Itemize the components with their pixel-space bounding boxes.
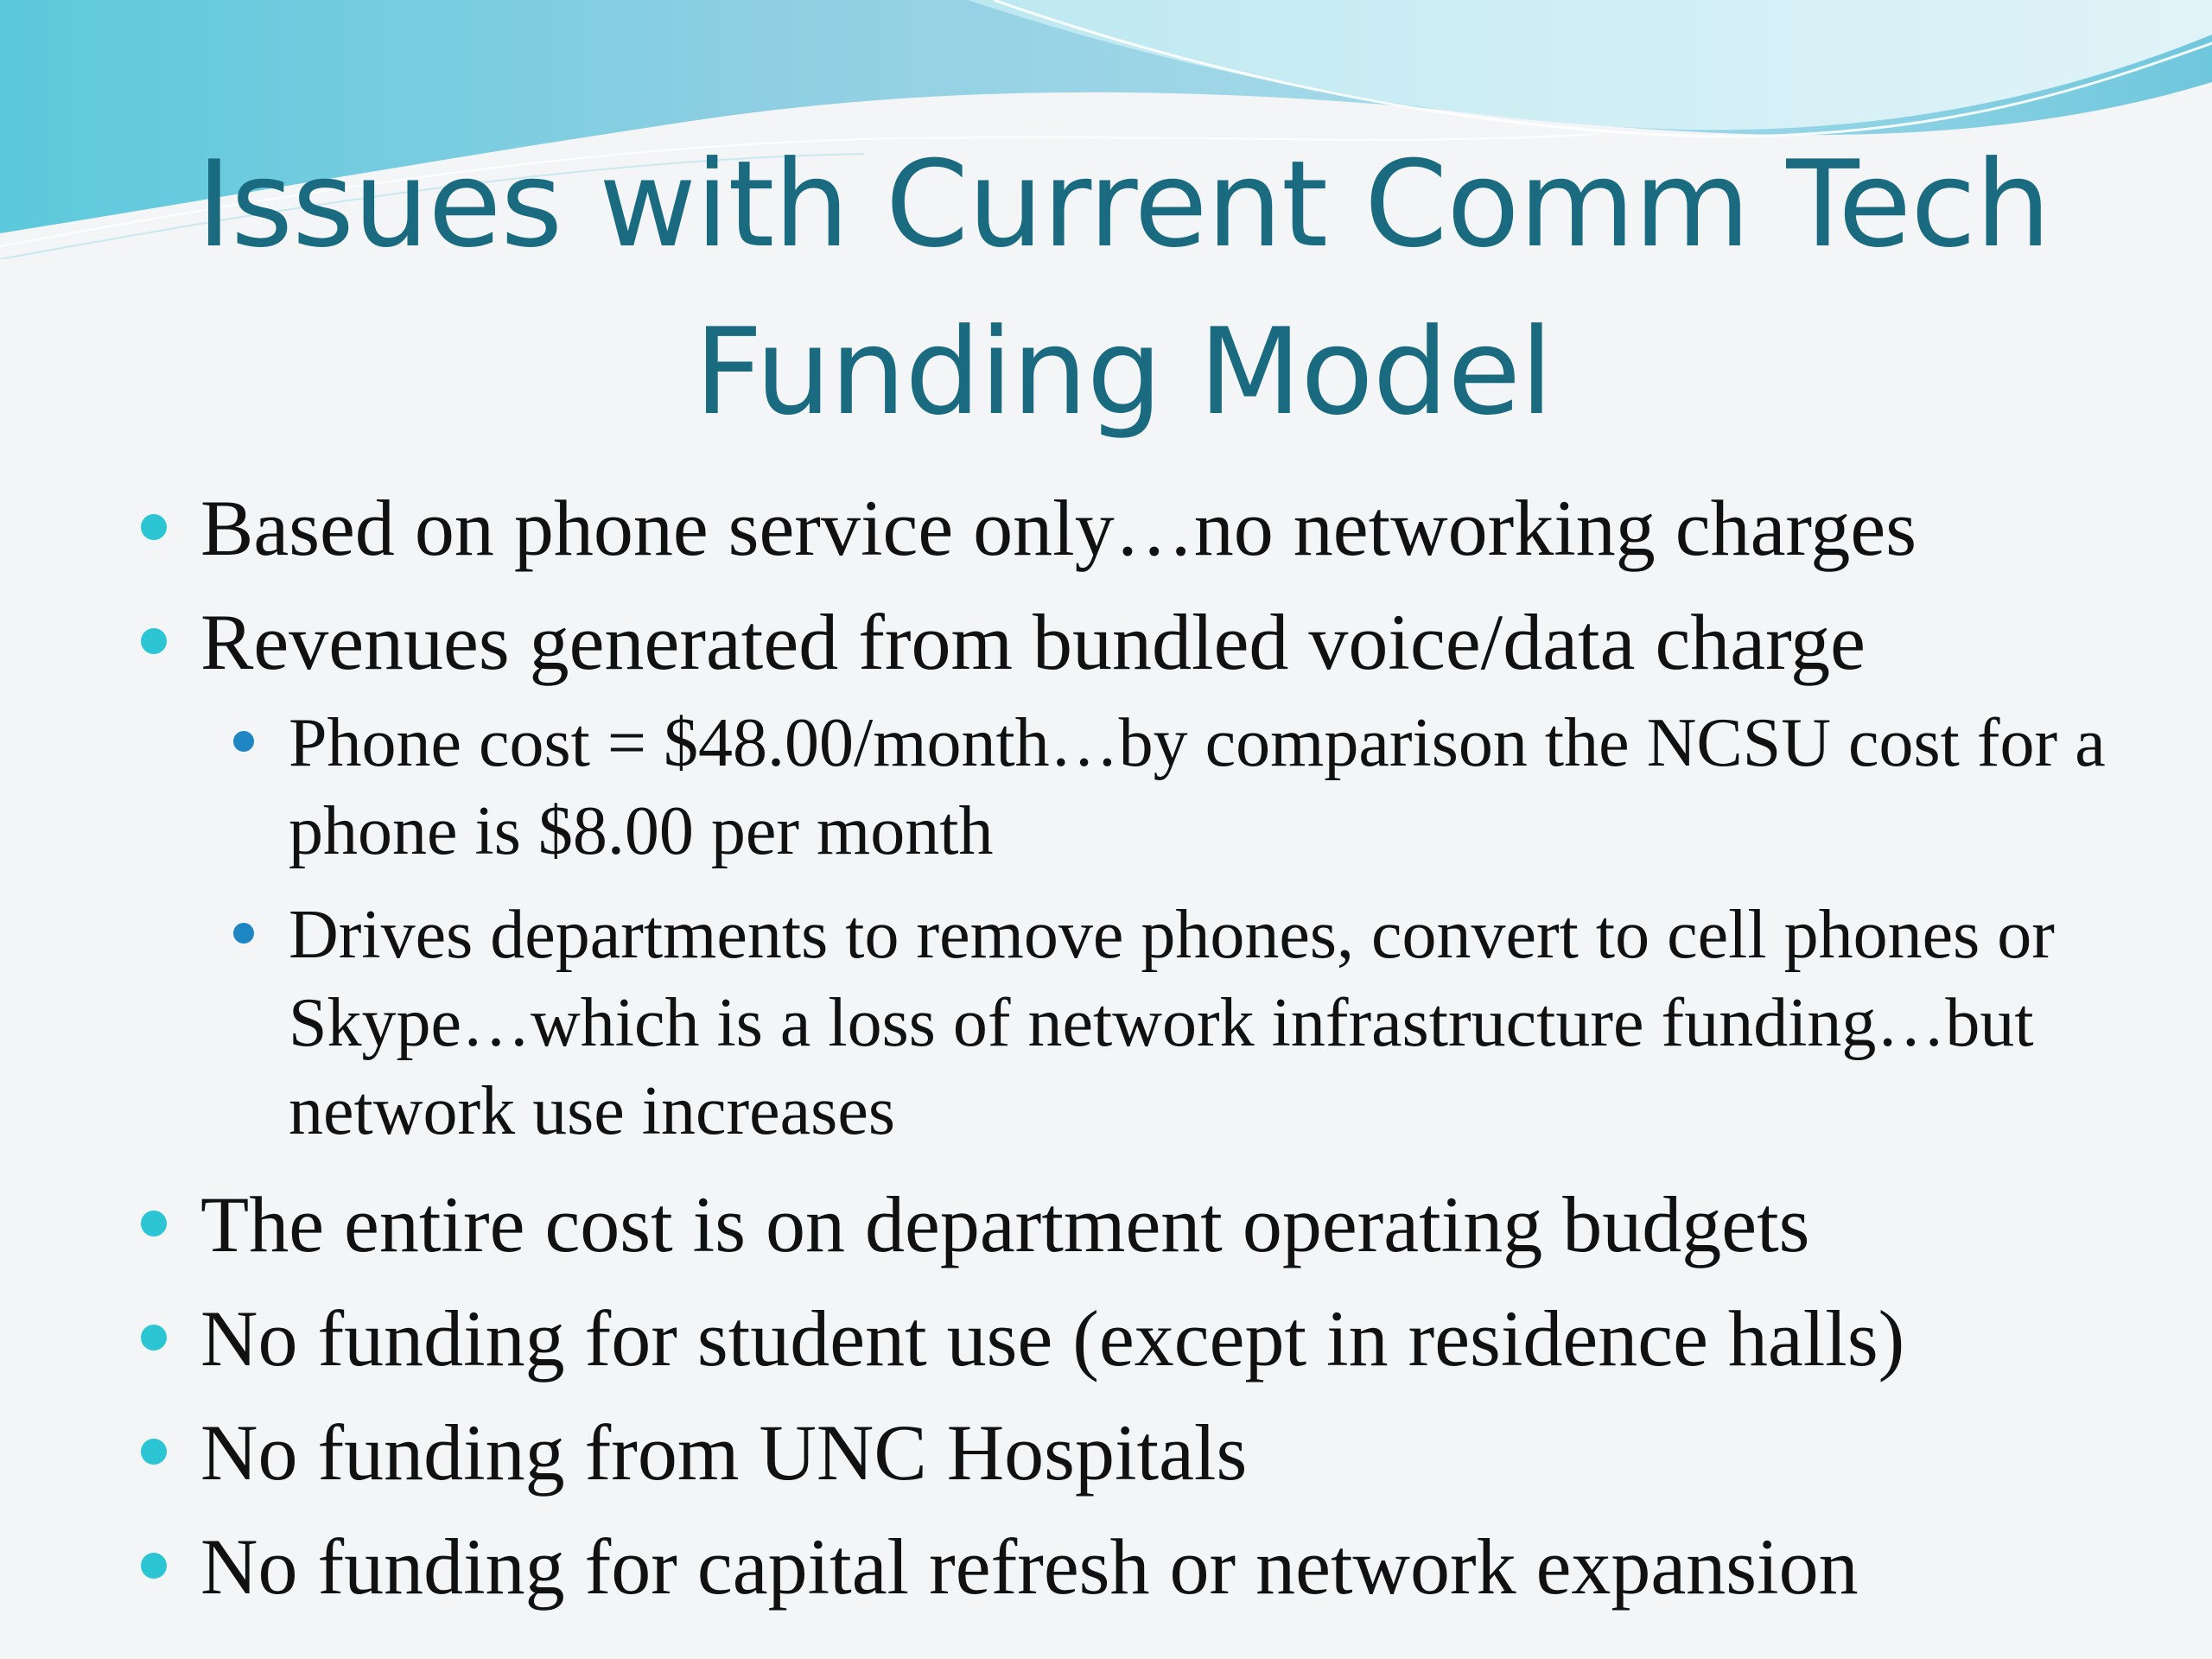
bullet-item bbox=[0, 1167, 2212, 1281]
bullet-dot-icon bbox=[141, 1439, 167, 1465]
sub-bullet-item bbox=[0, 699, 2212, 875]
bullet-dot-icon bbox=[141, 1553, 167, 1579]
bullet-text: No funding from UNC Hospitals bbox=[200, 1408, 1248, 1497]
bullet-dot-icon bbox=[141, 628, 167, 654]
bullet-item bbox=[0, 1395, 2212, 1510]
bullet-item bbox=[0, 1281, 2212, 1395]
bullet-dot-icon bbox=[141, 1325, 167, 1351]
slide-title-line-1: Issues with Current Comm Tech bbox=[196, 135, 2050, 274]
bullet-item bbox=[0, 471, 2212, 585]
bullet-text: Revenues generated from bundled voice/data charge bbox=[200, 598, 1866, 686]
bullet-list bbox=[0, 471, 2212, 1624]
bullet-text: No funding for capital refresh or network expansion bbox=[200, 1522, 1859, 1611]
slide-title bbox=[138, 121, 2108, 456]
sub-bullet-text: Drives departments to remove phones, convert to cell phones or Skype…which is a loss of network infrastructure funding…but network use increases bbox=[289, 897, 2055, 1149]
bullet-text: The entire cost is on department operating budgets bbox=[200, 1180, 1810, 1268]
bullet-item bbox=[0, 1510, 2212, 1624]
sub-bullet-dot-icon bbox=[233, 923, 254, 944]
sub-bullet-dot-icon bbox=[233, 731, 254, 752]
bullet-text: Based on phone service only…no networking charges bbox=[200, 484, 1917, 572]
bullet-text: No funding for student use (except in residence halls) bbox=[200, 1294, 1905, 1382]
sub-bullet-item bbox=[0, 891, 2212, 1155]
bullet-dot-icon bbox=[141, 1211, 167, 1236]
bullet-item bbox=[0, 585, 2212, 699]
slide-title-line-2: Funding Model bbox=[694, 302, 1553, 442]
sub-bullet-text: Phone cost = $48.00/month…by comparison the NCSU cost for a phone is $8.00 per month bbox=[289, 705, 2106, 869]
bullet-dot-icon bbox=[141, 514, 167, 540]
